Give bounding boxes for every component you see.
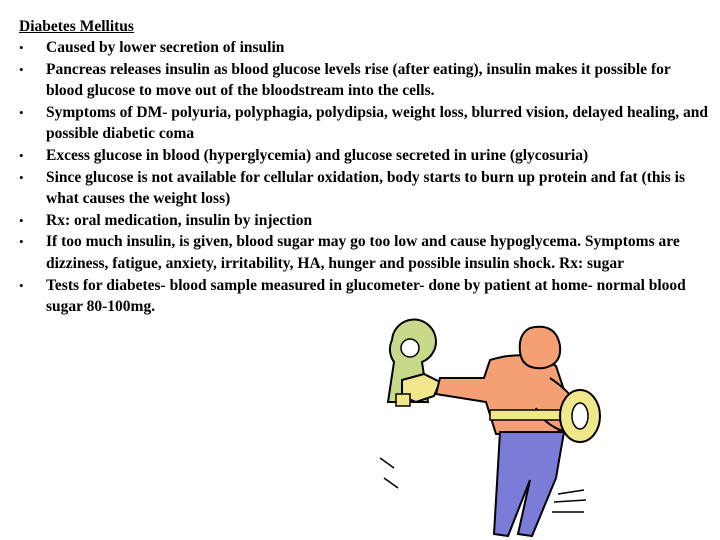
bullet-item (19, 167, 709, 210)
key-bit (396, 394, 410, 406)
bullet-text: Since glucose is not available for cellular oxidation, body starts to burn up protein and fat (this is what causes the weight loss) (46, 168, 686, 208)
bullet-text: Rx: oral medication, insulin by injection (46, 211, 313, 229)
key-bow-hole (572, 403, 588, 429)
bullet-dot: • (19, 234, 24, 250)
bullet-text: Symptoms of DM- polyuria, polyphagia, polydipsia, weight loss, blurred vision, delayed healing, and possible diabetic coma (46, 103, 709, 143)
bullet-dot: • (19, 40, 24, 55)
bullet-item (19, 37, 709, 59)
bullet-item (19, 231, 709, 274)
bullet-text: Caused by lower secretion of insulin (46, 39, 285, 56)
bullet-dot: • (19, 169, 24, 185)
bullet-list (19, 37, 709, 318)
bullet-dot: • (19, 147, 24, 163)
bullet-dot: • (19, 61, 24, 77)
bullet-dot: • (19, 104, 24, 120)
legs (494, 432, 564, 536)
bullet-item (19, 275, 709, 318)
bullet-text: Tests for diabetes- blood sample measured in glucometer- done by patient at home- normal blood sugar 80-100mg. (46, 276, 686, 316)
bullet-item (19, 102, 709, 145)
bullet-text: Excess glucose in blood (hyperglycemia) and glucose secreted in urine (glycosuria) (46, 146, 589, 164)
bullet-item (19, 59, 709, 102)
bullet-item (19, 210, 709, 232)
bullet-text: If too much insulin, is given, blood sugar may go too low and cause hypoglycema. Symptoms are dizziness, fatigue, anxiety, irritability, HA, hunger and possible insulin shock. Rx: sugar (46, 233, 680, 272)
slide-title: Diabetes Mellitus (19, 18, 134, 35)
bullet-text: Pancreas releases insulin as blood glucose levels rise (after eating), insulin makes it possible for blood glucose to move out of the bloodstream into the cells. (46, 60, 671, 100)
bullet-dot: • (19, 212, 24, 228)
head (520, 327, 560, 368)
bullet-item (19, 145, 709, 167)
keyhole-hole (401, 339, 419, 357)
person-with-key-icon (340, 318, 640, 538)
bullet-dot: • (19, 277, 24, 293)
